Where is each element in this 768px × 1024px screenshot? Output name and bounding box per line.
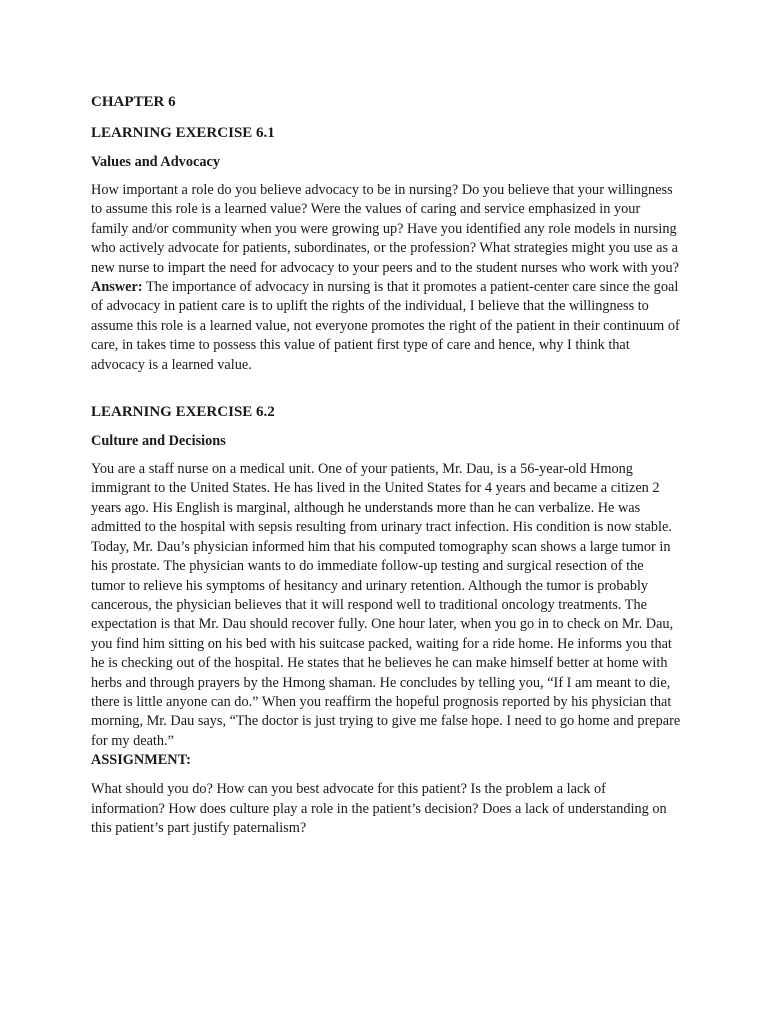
- section-divider-space: [91, 375, 681, 402]
- exercise-6-2-title: LEARNING EXERCISE 6.2: [91, 404, 275, 421]
- assignment-questions: What should you do? How can you best advocate for this patient? Is the problem a lack of information? How does culture play a role in the patient’s decision? Does a lack of understanding on this patient’s part justify paternalism?: [91, 781, 667, 836]
- exercise-6-1-question: How important a role do you believe advocacy to be in nursing? Do you believe that your willingness to assume this role is a learned value? Were the values of caring and service emphasized in your family and/or community when you were growing up? Have you identified any role models in nursing who actively advocate for patients, subordinates, or the profession? What strategies might you use as a new nurse to impart the need for advocacy to your peers and to the student nurses who work with you?: [91, 182, 680, 276]
- exercise-6-1-subtitle: Values and Advocacy: [91, 154, 220, 170]
- answer-label: Answer:: [91, 279, 143, 296]
- document-page: [91, 92, 681, 838]
- exercise-6-2-subtitle: Culture and Decisions: [91, 433, 226, 450]
- exercise-6-1-answer: [91, 278, 681, 375]
- assignment-heading: ASSIGNMENT:: [91, 752, 191, 769]
- answer-text: The importance of advocacy in nursing is that it promotes a patient-center care since the goal of advocacy in patient care is to uplift the rights of the individual, I believe that the willingness to assume this role is a learned value, not everyone promotes the right of the patient in their continuum of care, in takes time to possess this value of patient first type of care and hence, why I think that advocacy is a learned value.: [91, 279, 680, 373]
- exercise-6-2-scenario: You are a staff nurse on a medical unit. One of your patients, Mr. Dau, is a 56-year-old Hmong immigrant to the United States. He has lived in the United States for 4 years and became a citizen 2 years ago. His English is marginal, although he understands more than he can verbalize. He was admitted to the hospital with sepsis resulting from urinary tract infection. His condition is now stable. Today, Mr. Dau’s physician informed him that his computed tomography scan shows a large tumor in his prostate. The physician wants to do immediate follow-up testing and surgical resection of the tumor to relieve his symptoms of hesitancy and urinary retention. Although the tumor is probably cancerous, the physician believes that it will respond well to traditional oncology treatments. The expectation is that Mr. Dau should recover fully. One hour later, when you go in to check on Mr. Dau, you find him sitting on his bed with his suitcase packed, waiting for a ride home. He informs you that he is checking out of the hospital. He states that he believes he can make himself better at home with herbs and through prayers by the Hmong shaman. He concludes by telling you, “If I am meant to die, there is little anyone can do.” When you reaffirm the hopeful prognosis reported by his physician that morning, Mr. Dau says, “The doctor is just trying to give me false hope. I need to go home and prepare for my death.”: [91, 461, 681, 749]
- exercise-6-1-title: LEARNING EXERCISE 6.1: [91, 125, 275, 141]
- chapter-heading: CHAPTER 6: [91, 94, 176, 110]
